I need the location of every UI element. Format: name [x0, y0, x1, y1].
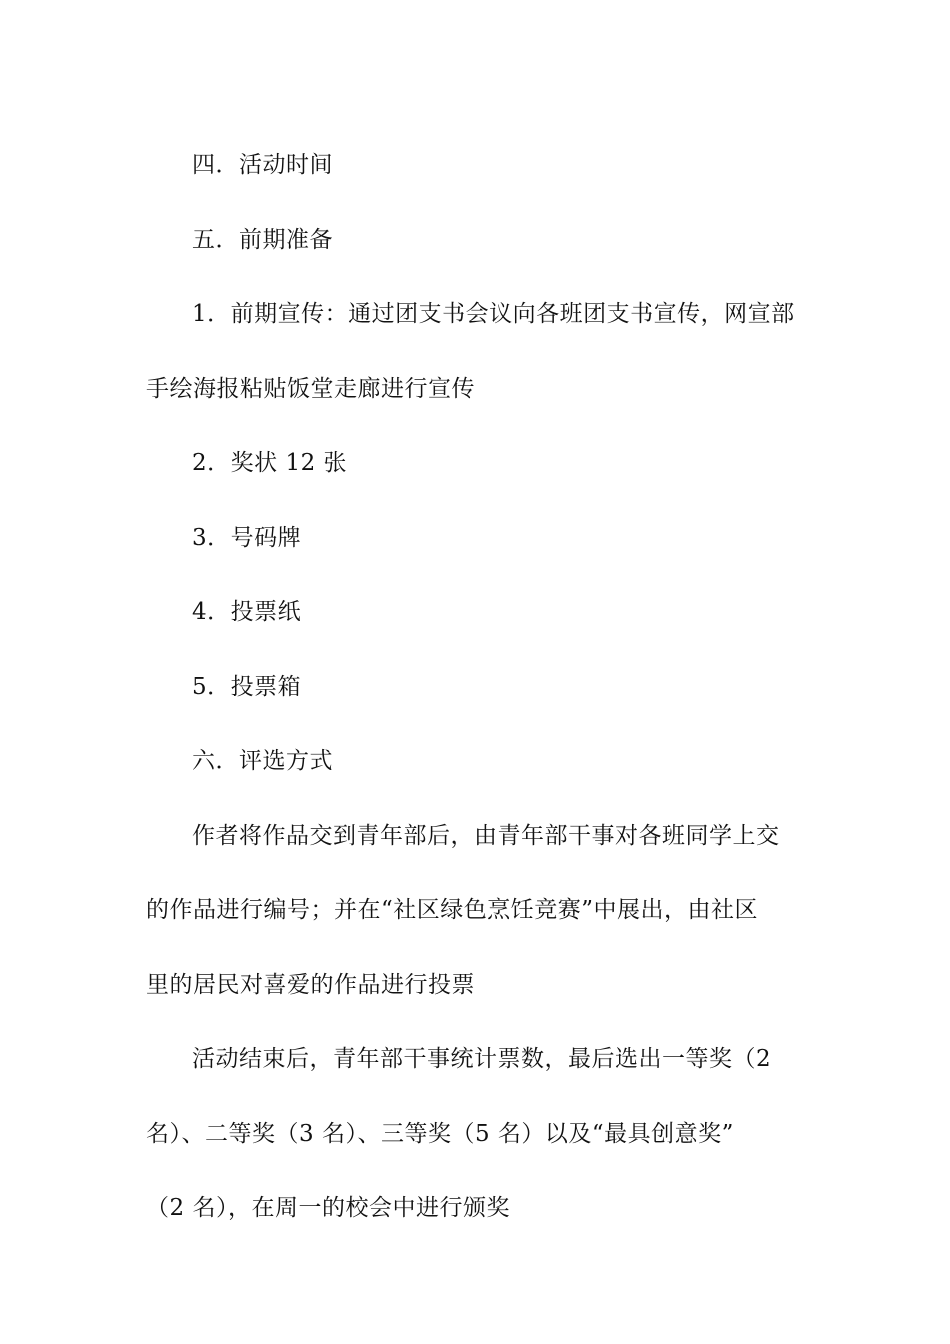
- list-item: 3．号码牌: [192, 524, 302, 551]
- document-body: [146, 128, 808, 1246]
- list-item: 5．投票箱: [192, 673, 302, 700]
- section-heading-selection-method: 六．评选方式: [192, 748, 333, 774]
- section-heading-preparation: 五．前期准备: [192, 226, 333, 253]
- paragraph-line: 手绘海报粘贴饭堂走廊进行宣传: [146, 375, 475, 402]
- paragraph-line: （2 名），在周一的校会中进行颁奖: [146, 1195, 510, 1221]
- paragraph-line: 1．前期宣传：通过团支书会议向各班团支书宣传，网宣部: [192, 301, 795, 327]
- paragraph-line: 名）、二等奖（3 名）、三等奖（5 名）以及“最具创意奖”: [146, 1120, 734, 1147]
- section-heading-activity-time: 四．活动时间: [192, 152, 333, 178]
- list-item: 4．投票纸: [192, 599, 302, 625]
- paragraph-line: 作者将作品交到青年部后，由青年部干事对各班同学上交: [192, 822, 780, 849]
- list-item: 2．奖状 12 张: [192, 450, 348, 476]
- paragraph-line: 活动结束后，青年部干事统计票数，最后选出一等奖（2: [192, 1046, 772, 1072]
- paragraph-line: 里的居民对喜爱的作品进行投票: [146, 971, 475, 998]
- paragraph-line: 的作品进行编号；并在“社区绿色烹饪竞赛”中展出，由社区: [146, 897, 759, 923]
